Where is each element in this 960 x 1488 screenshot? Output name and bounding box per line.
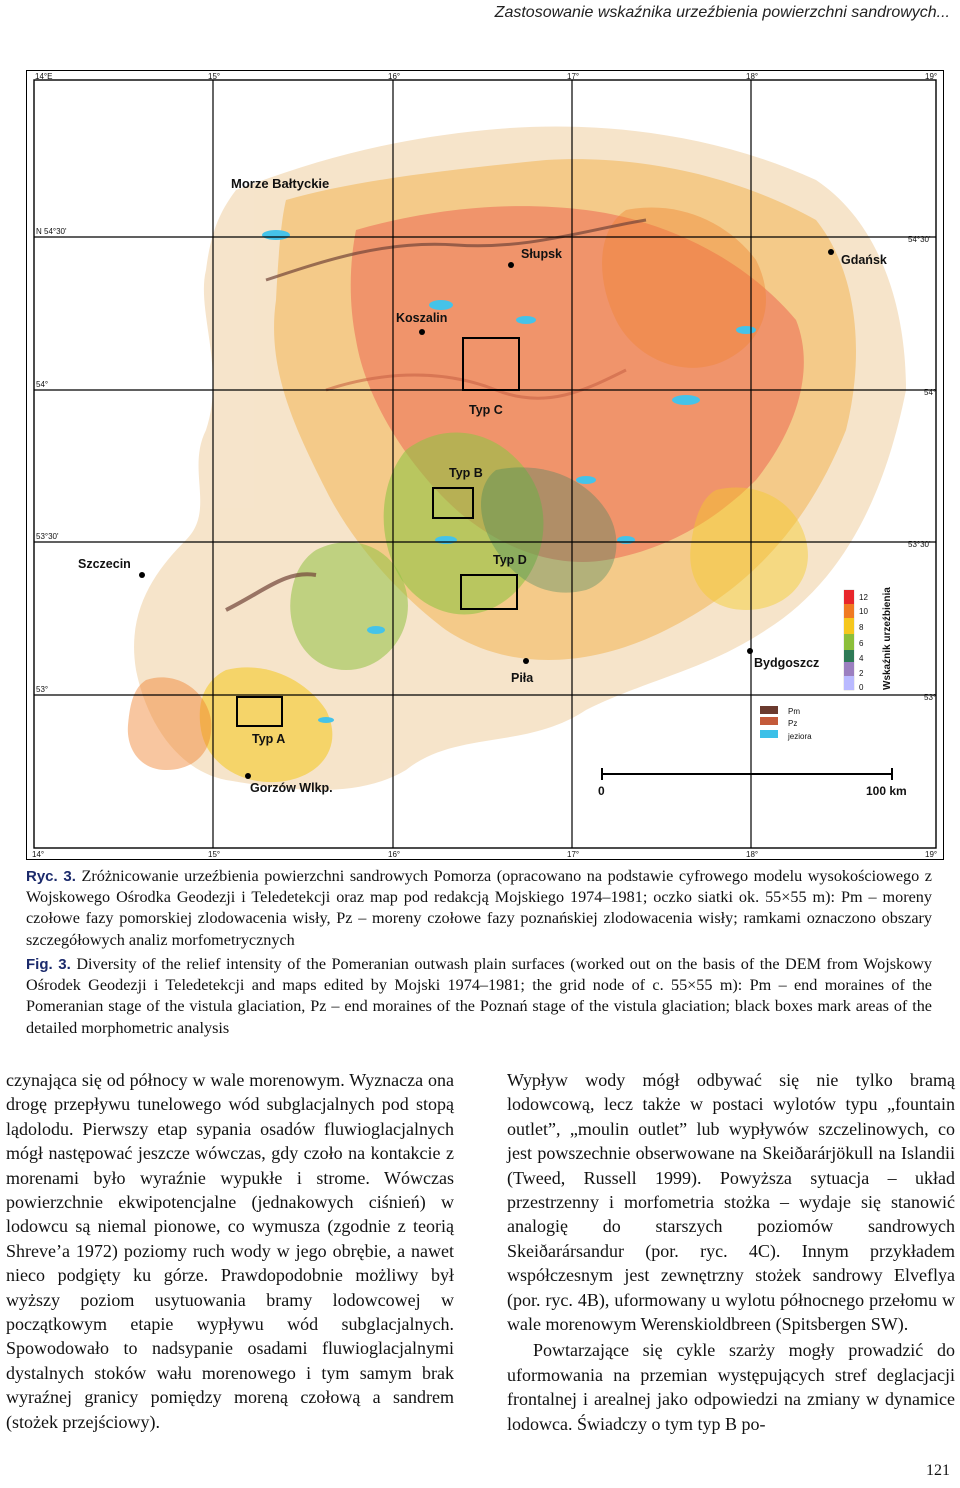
legend-title: Wskaźnik urzeźbienia: [882, 587, 893, 690]
page-number: 121: [926, 1462, 950, 1479]
legend-value-4: 4: [859, 654, 864, 663]
lat-right-3: 53°: [924, 693, 937, 702]
legend-value-10: 10: [859, 607, 868, 616]
box-label-typ-c: Typ C: [469, 403, 503, 417]
lat-right-2: 53°30': [908, 540, 931, 549]
body-column-left: [6, 1068, 454, 1434]
legend-value-12: 12: [859, 593, 868, 602]
deg-bottom-1: 15°: [208, 850, 221, 859]
legend-pm: Pm: [788, 707, 800, 716]
city-pila: Piła: [511, 671, 534, 685]
deg-bottom-2: 16°: [388, 850, 401, 859]
lat-left-1: 54°: [36, 380, 49, 389]
relief-map-figure: [26, 70, 944, 860]
caption-pl-lead: Ryc. 3.: [26, 868, 76, 885]
deg-top-5: 19°: [925, 72, 938, 81]
lat-right-1: 54°: [924, 388, 937, 397]
right-paragraph-1: Wypływ wody mógł odbywać się nie tylko bramą lodowcową, lecz także w postaci wylotów typu „fountain outlet”, „moulin outlet” lub wypływów szczelinowych, co jest powszechnie obserwowane na Skeiðarárjökull na Islandii (Tweed, Russell 1999). Powyższa sytuacja – układ przestrzenny i morfometria stożka – wydaje się stanowić analogię do starszych poziomów sandrowych Skeiðarársandur (por. ryc. 4C). Innym przykładem współczesnym jest zewnętrzny stożek sandrowy Elveflya (por. ryc. 4B), uformowany u wylotu północnego przełomu w wale morenowym Werenskioldbreen (Spitsbergen SW).: [507, 1070, 955, 1335]
city-gorzow: Gorzów Wlkp.: [250, 781, 333, 795]
city-slupsk: Słupsk: [521, 247, 562, 261]
deg-top-1: 15°: [208, 72, 221, 81]
left-paragraph-1: czynająca się od północy w wale morenowym. Wyznacza ona drogę przepływu tunelowego wód subglacjalnych pod stopą lądolodu. Pierwszy etap sypania osadów fluwioglacjalnych mógł następować jeszcze wówczas, gdy czoło na kontakcie z morenami było wyraźnie wypukłe i strome. Wówczas powierzchnie ekwipotencjalne (jednakowych ciśnień) w lodowcu są niemal pionowe, co wymusza (zgodnie z teorią Shreve’a 1972) poziomy ruch wody w jego obrębie, a nawet nieco podgięty ku górze. Prawdopodobnie możliwy był wyższy poziom usytuowania bramy lodowcowej w początkowym etapie wypływu wód subglacjalnych. Spowodowało to nadsypanie osadami fluwioglacjalnymi dystalnych stoków wału morenowego i tym samym brak wyraźnej granicy pomiędzy moreną czołową a sandrem (stożek przejściowy).: [6, 1070, 454, 1432]
city-gdansk: Gdańsk: [841, 253, 887, 267]
legend-value-2: 2: [859, 669, 864, 678]
figure-caption-english: [26, 954, 932, 1039]
scale-end: 100 km: [866, 784, 907, 798]
legend-pz: Pz: [788, 719, 798, 728]
city-koszalin: Koszalin: [396, 311, 448, 325]
box-label-typ-b: Typ B: [449, 466, 483, 480]
right-paragraph-2: Powtarzające się cykle szarży mogły prowadzić do uformowania na przemian występujących stref deglacjacji frontalnej i arealnej jako odpowiedzi na zmiany w dynamice lodowca. Świadczy o tym typ B po-: [507, 1340, 955, 1434]
box-label-typ-d: Typ D: [493, 553, 527, 567]
deg-bottom-3: 17°: [567, 850, 580, 859]
deg-top-4: 18°: [746, 72, 759, 81]
lat-left-0: N 54°30': [36, 227, 67, 236]
caption-pl-text: Zróżnicowanie urzeźbienia powierzchni sandrowych Pomorza (opracowano na podstawie cyfrowego modelu wysokościowego z Wojskowego Ośrodka Geodezji i Teledetekcji oraz map pod redakcją Mojskiego 1974–1981; oczko siatki ok. 55×55 m): Pm – moreny czołowe fazy pomorskiej zlodowacenia wisły, Pz – moreny czołowe fazy poznańskiej zlodowacenia wisły; ramkami oznaczono obszary szczegółowych analiz morfometrycznych: [26, 867, 932, 949]
deg-bottom-5: 19°: [925, 850, 938, 859]
city-szczecin: Szczecin: [78, 557, 131, 571]
deg-top-0: 14°E: [35, 72, 53, 81]
legend-jeziora: jeziora: [788, 732, 812, 741]
deg-bottom-4: 18°: [746, 850, 759, 859]
legend-value-0: 0: [859, 683, 864, 692]
legend-value-8: 8: [859, 623, 864, 632]
figure-caption-polish: [26, 866, 932, 951]
lat-left-2: 53°30': [36, 532, 59, 541]
caption-en-lead: Fig. 3.: [26, 956, 71, 973]
lat-left-3: 53°: [36, 685, 49, 694]
deg-top-2: 16°: [388, 72, 401, 81]
deg-bottom-0: 14°: [32, 850, 45, 859]
running-header: Zastosowanie wskaźnika urzeźbienia powierzchni sandrowych...: [494, 4, 950, 21]
deg-top-3: 17°: [567, 72, 580, 81]
box-label-typ-a: Typ A: [252, 732, 286, 746]
scale-start: 0: [598, 784, 605, 798]
sea-label: Morze Bałtyckie: [231, 176, 330, 191]
lat-right-0: 54°30': [908, 235, 931, 244]
city-bydgoszcz: Bydgoszcz: [754, 656, 820, 670]
legend-value-6: 6: [859, 639, 864, 648]
body-column-right: [507, 1068, 955, 1436]
caption-en-text: Diversity of the relief intensity of the Pomeranian outwash plain surfaces (worked out on the basis of the DEM from Wojskowy Ośrodek Geodezji i Teledetekcji and maps edited by Mojski 1974–1981; the grid node of c. 55×55 m): Pm – end moraines of the Pomeranian stage of the vistula glaciation, Pz – end moraines of the Poznań stage of the vistula glaciation; black boxes mark areas of the detailed morphometric analysis: [26, 955, 933, 1037]
